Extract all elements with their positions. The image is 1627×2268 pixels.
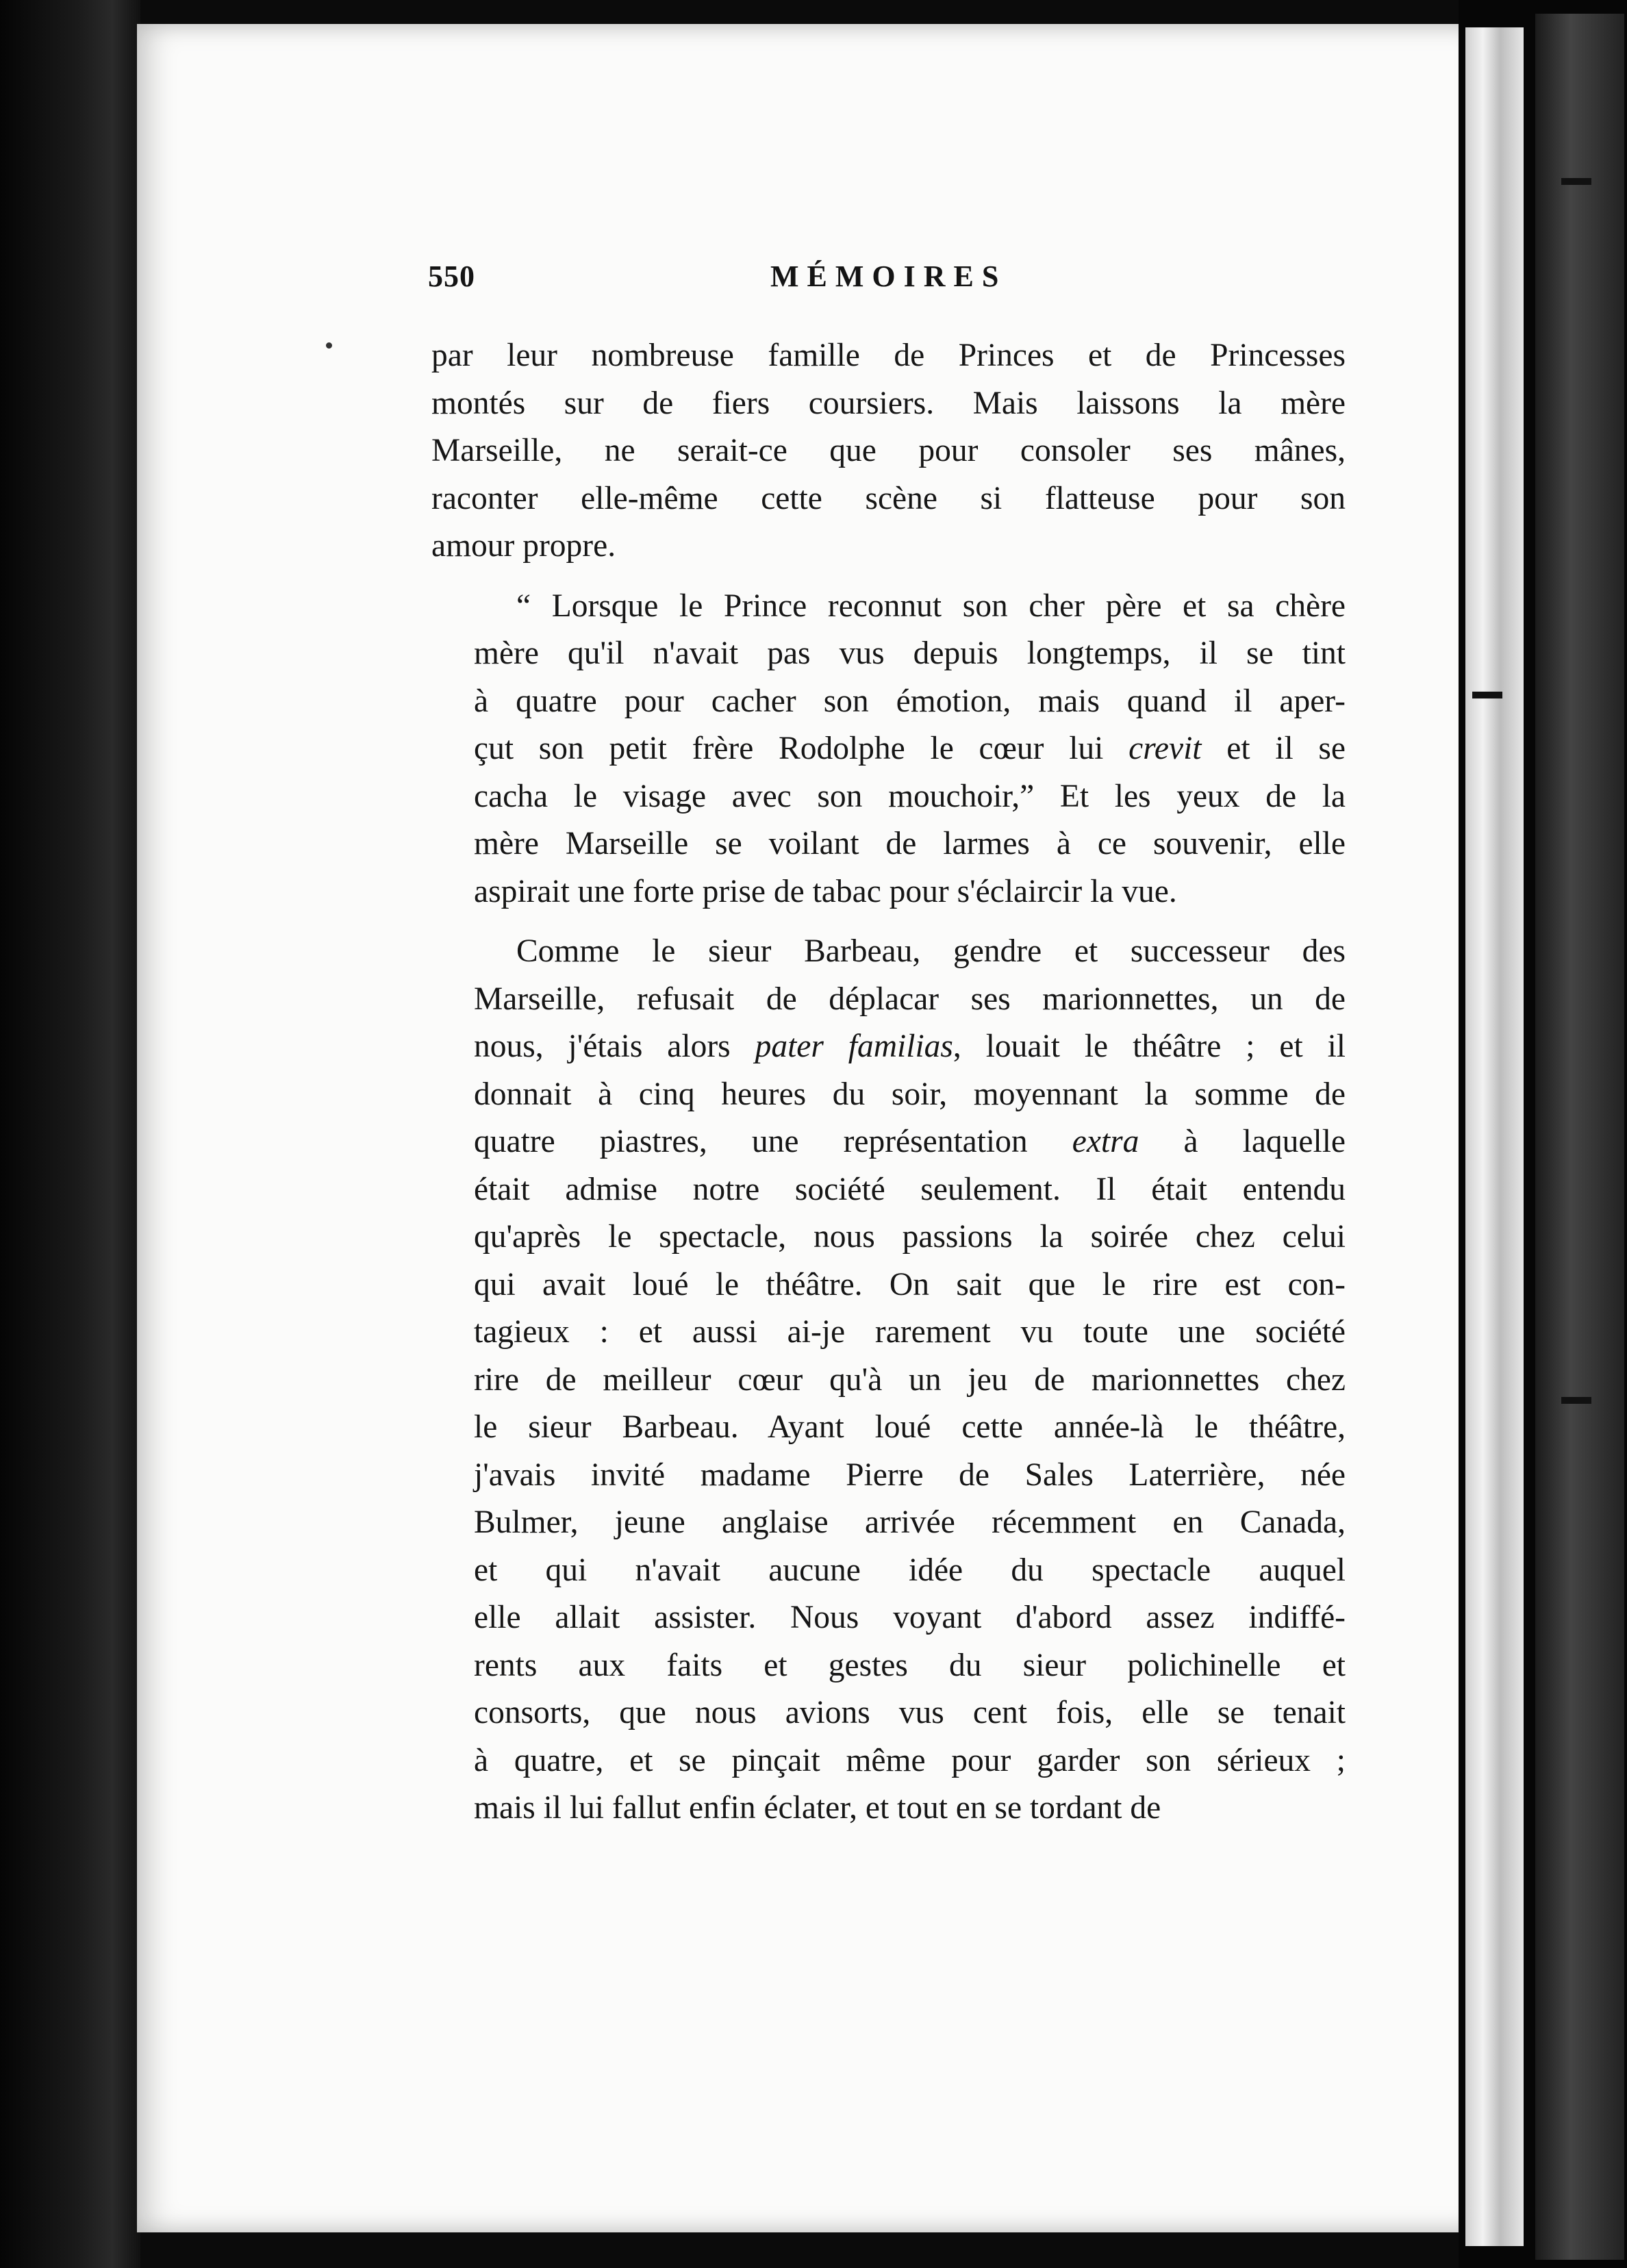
italic-phrase: pater familias: [755, 1029, 953, 1064]
text-line: elle allait assister. Nous voyant d'abord assez indiffé-: [474, 1600, 1346, 1635]
text-line: et qui n'avait aucune idée du spectacle auquel: [474, 1552, 1346, 1588]
text-line: “ Lorsque le Prince reconnut son cher père et sa chère: [516, 588, 1346, 624]
page-number: 550: [428, 260, 475, 293]
body-text: [431, 332, 1346, 1832]
book-binding: [1459, 0, 1627, 2268]
paragraph: [431, 332, 1346, 570]
text-line: aspirait une forte prise de tabac pour s'éclaircir la vue.: [474, 873, 1177, 909]
text-line: montés sur de fiers coursiers. Mais laissons la mère: [431, 385, 1346, 421]
text-line: donnait à cinq heures du soir, moyennant la somme de: [474, 1076, 1346, 1112]
paragraph: [431, 928, 1346, 1832]
italic-phrase: extra: [1072, 1124, 1139, 1159]
text-line: Marseille, ne serait-ce que pour consoler ses mânes,: [431, 433, 1346, 468]
text-line: mais il lui fallut enfin éclater, et tout en se tordant de: [474, 1790, 1161, 1826]
text-line: consorts, que nous avions vus cent fois, elle se tenait: [474, 1695, 1346, 1730]
page-header: [428, 259, 1352, 300]
text-line: qu'après le spectacle, nous passions la soirée chez celui: [474, 1219, 1346, 1255]
text-line: amour propre.: [431, 528, 616, 564]
text-line: Comme le sieur Barbeau, gendre et successeur des: [516, 933, 1346, 969]
text-line: çut son petit frère Rodolphe le cœur lui crevit et il se: [474, 731, 1346, 766]
text-line: qui avait loué le théâtre. On sait que le rire est con-: [474, 1266, 1346, 1302]
text-line: le sieur Barbeau. Ayant loué cette année-là le théâtre,: [474, 1409, 1346, 1445]
text-line: cacha le visage avec son mouchoir,” Et les yeux de la: [474, 778, 1346, 814]
text-line: à quatre, et se pinçait même pour garder son sérieux ;: [474, 1742, 1346, 1778]
text-line: tagieux : et aussi ai-je rarement vu toute une société: [474, 1314, 1346, 1350]
book-left-edge: [0, 0, 140, 2268]
text-line: rire de meilleur cœur qu'à un jeu de marionnettes chez: [474, 1361, 1346, 1398]
text-line: à quatre pour cacher son émotion, mais quand il aper-: [474, 683, 1346, 719]
italic-phrase: crevit: [1128, 731, 1202, 766]
running-head: MÉMOIRES: [770, 260, 1007, 293]
binding-mark: [1561, 178, 1591, 185]
text-line: raconter elle-même cette scène si flatteuse pour son: [431, 480, 1346, 516]
text-line: j'avais invité madame Pierre de Sales Laterrière, née: [474, 1457, 1346, 1493]
text-line: était admise notre société seulement. Il était entendu: [474, 1171, 1346, 1207]
text-line: Marseille, refusait de déplacar ses marionnettes, un de: [474, 981, 1346, 1017]
paragraph: [431, 583, 1346, 916]
text-line: quatre piastres, une représentation extra à laquelle: [474, 1124, 1346, 1159]
text-line: rents aux faits et gestes du sieur polichinelle et: [474, 1647, 1346, 1683]
binding-shadow: [1535, 14, 1624, 2260]
text-line: mère Marseille se voilant de larmes à ce souvenir, elle: [474, 826, 1346, 861]
text-line: Bulmer, jeune anglaise arrivée récemment en Canada,: [474, 1504, 1346, 1540]
binding-strip: [1465, 27, 1524, 2246]
ink-speck: [326, 342, 332, 349]
text-line: mère qu'il n'avait pas vus depuis longtemps, il se tint: [474, 635, 1346, 671]
text-line: par leur nombreuse famille de Princes et de Princesses: [431, 338, 1346, 373]
text-line: nous, j'étais alors pater familias, louait le théâtre ; et il: [474, 1029, 1346, 1064]
binding-mark: [1472, 692, 1502, 698]
binding-mark: [1561, 1397, 1591, 1404]
